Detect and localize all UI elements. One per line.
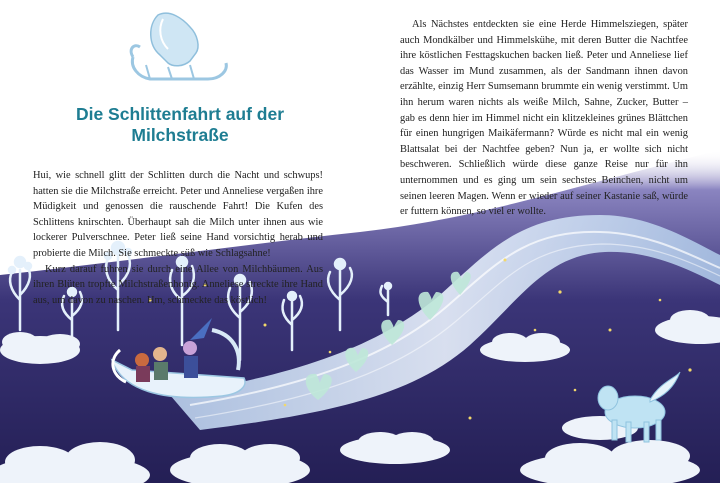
star-icon	[329, 351, 332, 354]
paragraph: Als Nächstes entdeckten sie eine Herde Himmelsziegen, später auch Mondkälber und Himmelskühe, mit deren Butter die Nachtfee ihre köstlichen Festtagskuchen backen ließ. Peter und Anneliese lief das Wasser im Mund zusammen, als der Sandmann ihnen davon erzählte, einzig Herr Sumsemann brummte ein wenig verstimmt. Um ihn herum waren nichts als weiße Milch, Sahne, Zucker, Butter – gab es denn hier im Himmel nicht ein klitzekleines grünes Blättchen für einen hungrigen Maikäfermann? Würde es nicht mal ein wenig Blattsalat bei der Nachtfee geben? Nun ja, er wollte sich nicht beschweren. Schließlich würde diese ganze Reise nur für ihn unternommen und es ging um sein sechstes Beinchen, nicht um seinen leeren Magen. Wenn er wieder auf seiner Kastanie saß, würde er futtern können, so viel er wollte.	[400, 19, 688, 218]
paragraph: Hui, wie schnell glitt der Schlitten durch die Nacht und schwups! hatten sie die Milchstraße erreicht. Peter und Anneliese vergaßen ihre Müdigkeit und genossen die rauschende Fahrt! Die Kufen des Schlittens knirschten. Überhaupt sah die Milch unter ihnen aus wie lockerer Pulverschnee. Peter ließ seine Hand vorsichtig herab und probierte die Milch. Sie schmeckte süß wie Schlagsahne!	[33, 170, 323, 259]
star-icon	[659, 299, 662, 302]
star-icon	[504, 259, 507, 262]
star-icon	[264, 324, 267, 327]
star-icon	[534, 329, 537, 332]
paragraph: Kurz darauf fuhren sie durch eine Allee von Milchbäumen. Aus ihren Blüten tropfte Milchstraßenhonig. Anneliese streckte ihre Hand aus, um davon zu naschen. Hm, schmeckte das köstlich!	[33, 263, 323, 306]
cloud-icon	[0, 332, 80, 364]
sleigh-icon	[131, 13, 226, 79]
star-icon	[609, 329, 612, 332]
star-icon	[469, 417, 472, 420]
left-text-column	[33, 168, 323, 308]
star-icon	[574, 389, 577, 392]
page-title: Die Schlittenfahrt auf der Milchstraße	[75, 104, 285, 145]
star-icon	[558, 290, 561, 293]
star-icon	[284, 404, 287, 407]
star-icon	[688, 368, 691, 371]
right-text-column	[400, 17, 688, 220]
